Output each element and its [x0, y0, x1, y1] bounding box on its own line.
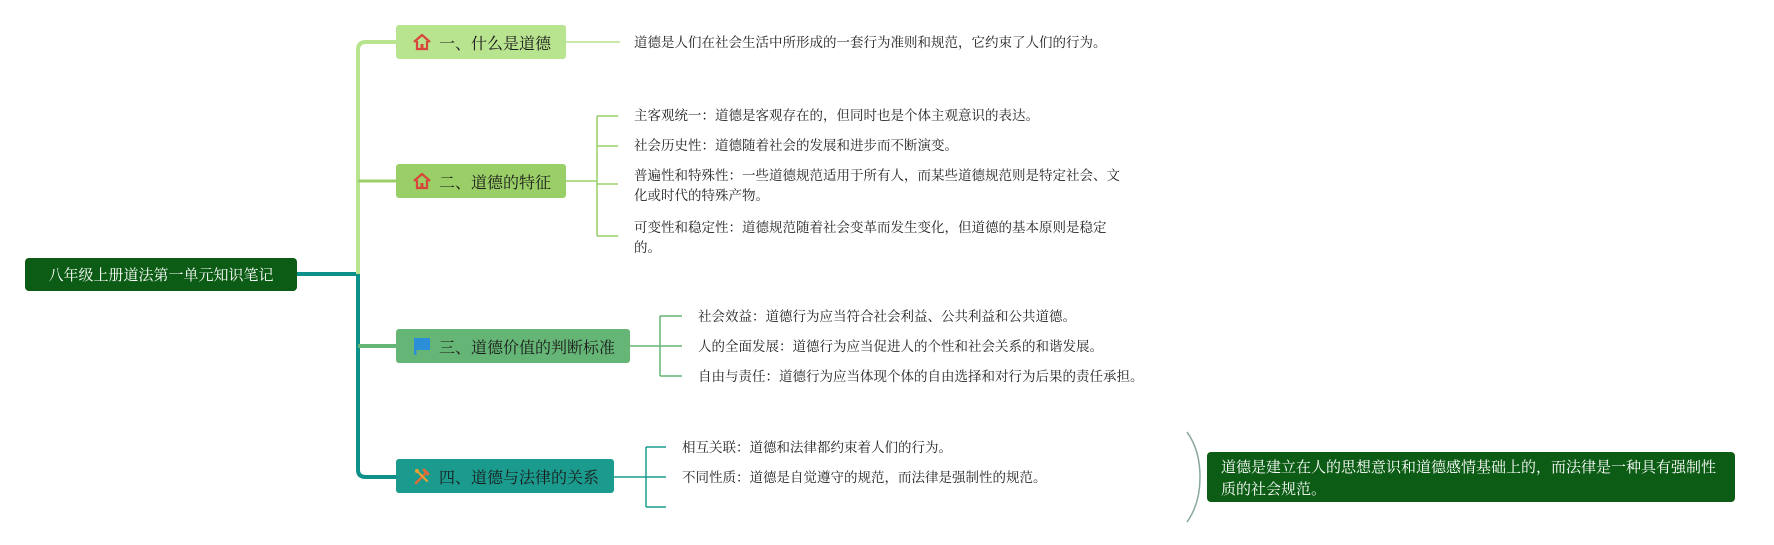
connector-trunk-upper	[358, 42, 396, 274]
connector-b2-bracket	[566, 116, 618, 236]
root-topic-label: 八年级上册道法第一单元知识笔记	[48, 266, 274, 284]
flag-icon	[412, 336, 432, 356]
branch-value-criteria[interactable]	[396, 329, 630, 363]
leaf-criterion-1: 社会效益：道德行为应当符合社会利益、公共利益和公共道德。	[698, 309, 1076, 325]
summary-box[interactable]	[1207, 452, 1735, 502]
root-topic[interactable]	[25, 258, 297, 291]
summary-text: 道德是建立在人的思想意识和道德感情基础上的，而法律是一种具有强制性质的社会规范。	[1221, 458, 1717, 498]
leaf-feature-4: 可变性和稳定性：道德规范随着社会变革而发生变化，但道德的基本原则是稳定的。	[634, 220, 1107, 256]
leaf-criterion-3: 自由与责任：道德行为应当体现个体的自由选择和对行为后果的责任承担。	[698, 369, 1144, 385]
home-icon	[412, 171, 432, 191]
branch-label: 三、道德价值的判断标准	[439, 337, 616, 357]
leaf-feature-2: 社会历史性：道德随着社会的发展和进步而不断演变。	[634, 138, 958, 154]
tools-icon	[412, 466, 432, 486]
connector-b4-bracket	[614, 447, 666, 507]
leaf-feature-1: 主客观统一：道德是客观存在的，但同时也是个体主观意识的表达。	[634, 108, 1039, 124]
leaf-relation-2: 不同性质：道德是自觉遵守的规范，而法律是强制性的规范。	[682, 470, 1047, 486]
branch-morality-features[interactable]	[396, 164, 566, 198]
connector-b3-bracket	[630, 316, 682, 376]
summary-brace	[1187, 432, 1200, 522]
branch-morality-and-law[interactable]	[396, 459, 614, 493]
branch-label: 四、道德与法律的关系	[439, 467, 600, 487]
leaf-definition: 道德是人们在社会生活中所形成的一套行为准则和规范，它约束了人们的行为。	[634, 35, 1107, 51]
branch-label: 一、什么是道德	[439, 33, 552, 53]
branch-what-is-morality[interactable]	[396, 25, 566, 59]
branch-label: 二、道德的特征	[439, 172, 552, 192]
home-icon	[412, 32, 432, 52]
connector-trunk-lower	[358, 274, 396, 477]
leaf-criterion-2: 人的全面发展：道德行为应当促进人的个性和社会关系的和谐发展。	[698, 339, 1103, 355]
leaf-relation-1: 相互关联：道德和法律都约束着人们的行为。	[682, 440, 952, 456]
leaf-feature-3: 普遍性和特殊性：一些道德规范适用于所有人，而某些道德规范则是特定社会、文化或时代的特殊产物。	[634, 168, 1120, 204]
